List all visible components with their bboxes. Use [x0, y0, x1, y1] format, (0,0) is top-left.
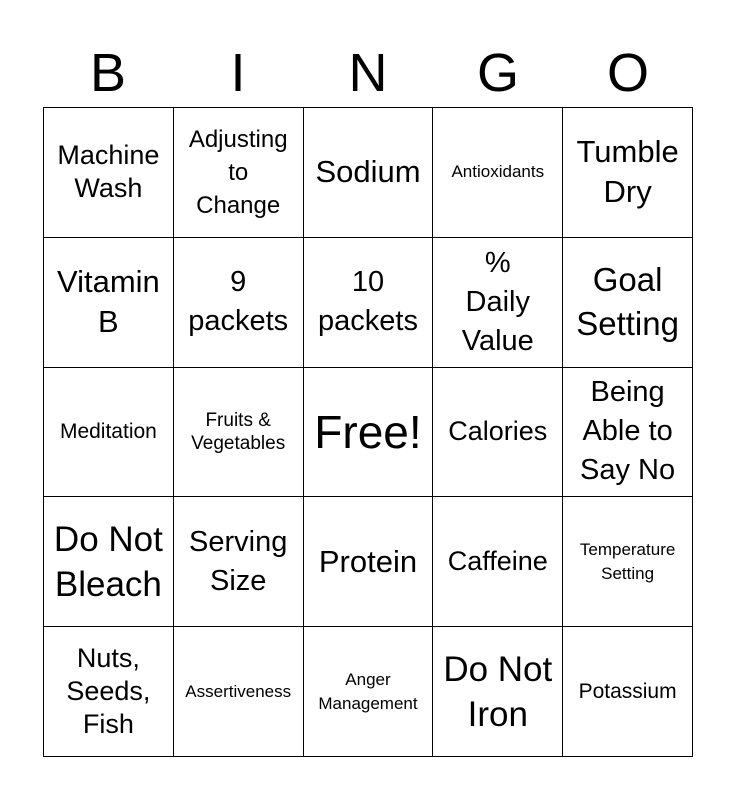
bingo-cell: Machine Wash [44, 108, 174, 238]
bingo-cell: Meditation [44, 368, 174, 498]
bingo-free-cell: Free! [304, 368, 434, 498]
bingo-cell: Calories [433, 368, 563, 498]
bingo-board [43, 107, 693, 757]
bingo-cell: 10 packets [304, 238, 434, 368]
bingo-header [43, 38, 693, 108]
bingo-cell: Adjusting to Change [174, 108, 304, 238]
header-letter-g: G [476, 43, 519, 103]
bingo-cell: Do Not Iron [433, 627, 563, 757]
header-letter-n: N [348, 43, 388, 103]
bingo-cell: Serving Size [174, 497, 304, 627]
header-letter-o: O [606, 43, 649, 103]
bingo-cell: Sodium [304, 108, 434, 238]
bingo-cell: Assertiveness [174, 627, 304, 757]
header-letter-b: B [89, 43, 127, 103]
header-letter-i: I [230, 43, 246, 103]
bingo-cell: % Daily Value [433, 238, 563, 368]
bingo-cell: Being Able to Say No [563, 368, 693, 498]
bingo-cell: Potassium [563, 627, 693, 757]
bingo-cell: Antioxidants [433, 108, 563, 238]
bingo-cell: Caffeine [433, 497, 563, 627]
bingo-cell: Anger Management [304, 627, 434, 757]
bingo-cell: Protein [304, 497, 434, 627]
bingo-cell: 9 packets [174, 238, 304, 368]
bingo-cell: Fruits & Vegetables [174, 368, 304, 498]
bingo-cell: Vitamin B [44, 238, 174, 368]
bingo-cell: Tumble Dry [563, 108, 693, 238]
bingo-cell: Goal Setting [563, 238, 693, 368]
bingo-cell: Do Not Bleach [44, 497, 174, 627]
bingo-cell: Temperature Setting [563, 497, 693, 627]
bingo-cell: Nuts, Seeds, Fish [44, 627, 174, 757]
